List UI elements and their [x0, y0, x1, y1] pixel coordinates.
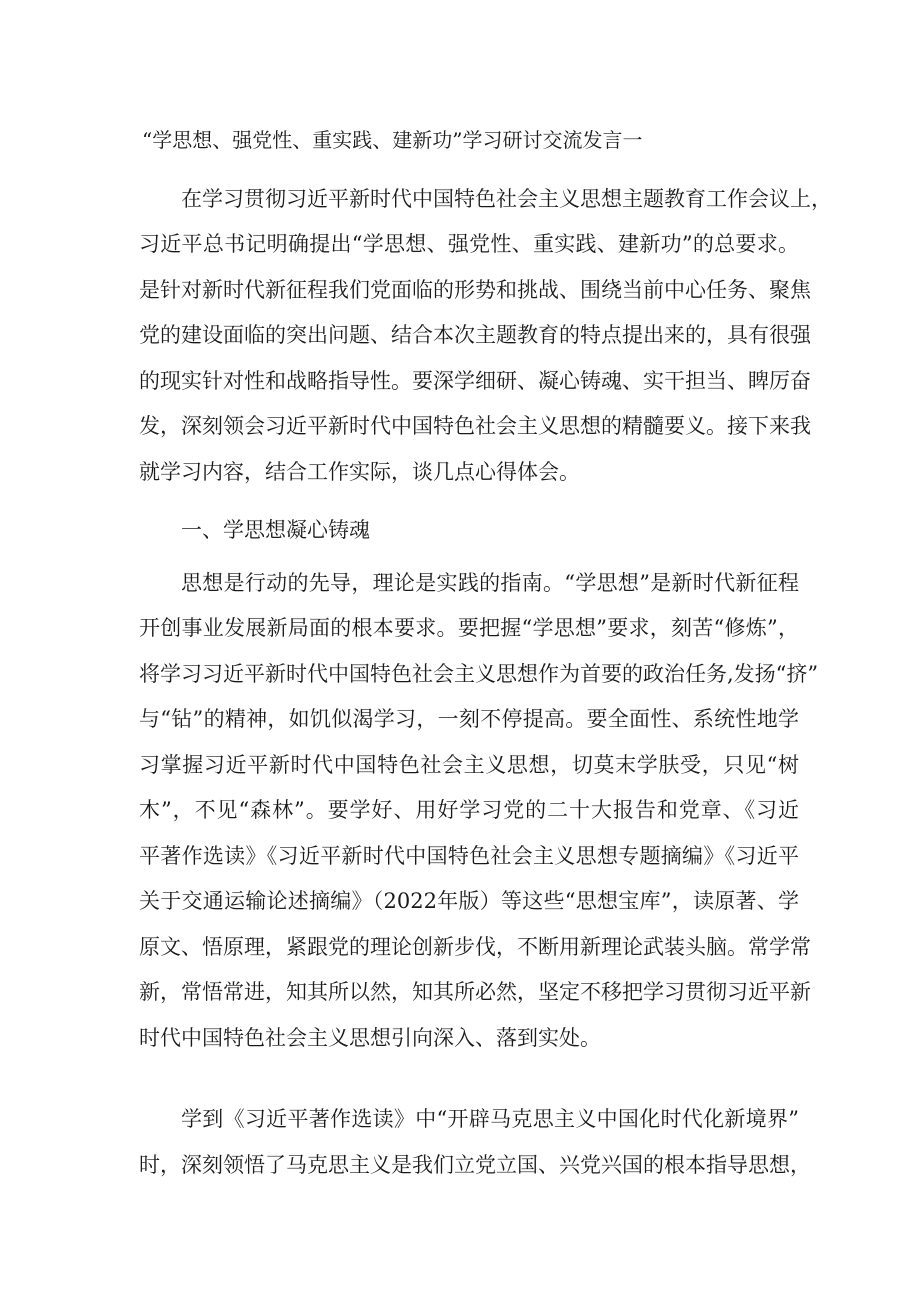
paragraph-line: 学到《习近平著作选读》中“开辟马克思主义中国化时代化新境界”: [181, 1107, 799, 1131]
paragraph-line: 就学习内容，结合工作实际，谈几点心得体会。: [139, 460, 580, 484]
paragraph-line: 时代中国特色社会主义思想引向深入、落到实处。: [139, 1026, 601, 1050]
paragraph-line: 新，常悟常进，知其所以然，知其所必然，坚定不移把学习贯彻习近平新: [139, 980, 811, 1004]
paragraph-line: 在学习贯彻习近平新时代中国特色社会主义思想主题教育工作会议上，: [181, 187, 832, 211]
paragraph-line: 将学习习近平新时代中国特色社会主义思想作为首要的政治任务,发扬“挤”: [139, 662, 819, 686]
paragraph-line: 发，深刻领会习近平新时代中国特色社会主义思想的精髓要义。接下来我: [139, 414, 811, 438]
paragraph-line: 习近平总书记明确提出“学思想、强党性、重实践、建新功”的总要求。: [139, 232, 799, 256]
paragraph-line: 平著作选读》《习近平新时代中国特色社会主义思想专题摘编》《习近平: [139, 844, 799, 868]
paragraph-line: 与“钻”的精神，如饥似渴学习，一刻不停提高。要全面性、系统性地学: [139, 707, 799, 731]
paragraph-line: 开创事业发展新局面的根本要求。要把握“学思想”要求，刻苦“修炼”，: [139, 616, 799, 640]
paragraph-line: 党的建设面临的突出问题、结合本次主题教育的特点提出来的，具有很强: [139, 323, 811, 347]
section-heading: 一、学思想凝心铸魂: [181, 518, 370, 542]
paragraph-line: 关于交通运输论述摘编》（2022年版）等这些“思想宝库”，读原著、学: [139, 889, 799, 913]
paragraph-line: 木”，不见“森林”。要学好、用好学习党的二十大报告和党章、《习近: [139, 798, 799, 822]
paragraph-line: 的现实针对性和战略指导性。要深学细研、凝心铸魂、实干担当、睥厉奋: [139, 369, 811, 393]
paragraph-line: 习掌握习近平新时代中国特色社会主义思想，切莫末学肤受，只见“树: [139, 753, 799, 777]
paragraph-line: 思想是行动的先导，理论是实践的指南。“学思想”是新时代新征程: [181, 571, 799, 595]
paragraph-line: 时，深刻领悟了马克思主义是我们立党立国、兴党兴国的根本指导思想，: [139, 1153, 811, 1177]
paragraph-line: 原文、悟原理，紧跟党的理论创新步伐，不断用新理论武装头脑。常学常: [139, 935, 811, 959]
paragraph-line: 是针对新时代新征程我们党面临的形势和挑战、围绕当前中心任务、聚焦: [139, 278, 811, 302]
document-title: “学思想、强党性、重实践、建新功”学习研讨交流发言一: [142, 128, 643, 152]
